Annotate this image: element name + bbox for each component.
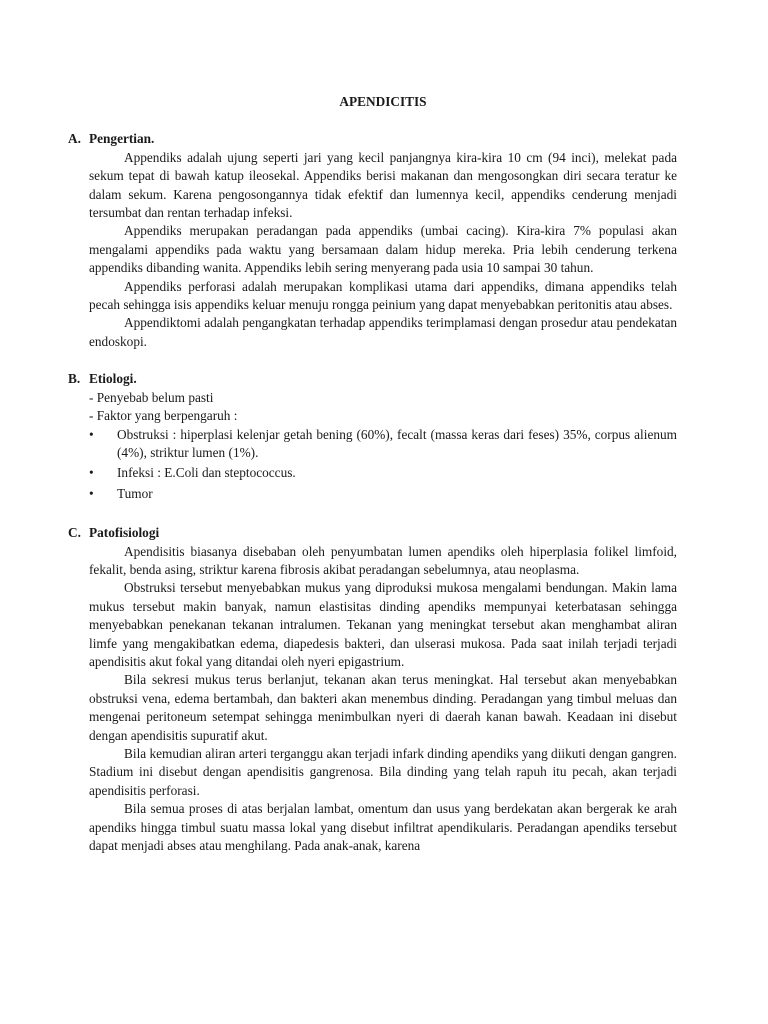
paragraph: Bila sekresi mukus terus berlanjut, tekanan akan terus meningkat. Hal tersebut akan menyebabkan obstruksi vena, edema bertambah, dan bakteri akan menembus dinding. Peradangan yang timbul meluas dan mengenai peritoneum setempat sehingga menimbulkan nyeri di daerah kanan bawah. Keadaan ini disebut dengan apendisitis supuratif akut. [89, 672, 677, 743]
bullet-list [89, 426, 677, 504]
section-heading [68, 130, 677, 148]
section-etiologi [68, 370, 677, 503]
section-letter: B. [68, 371, 81, 387]
list-item-text: Tumor [117, 485, 153, 501]
section-heading [68, 524, 677, 542]
bullet-icon: • [89, 426, 94, 442]
document-title: APENDICITIS [339, 94, 427, 109]
list-item-text: Infeksi : E.Coli dan steptococcus. [117, 465, 296, 481]
document-body [68, 93, 677, 855]
list-line: - Penyebab belum pasti [89, 389, 214, 405]
list-item [89, 485, 677, 503]
paragraph: Bila kemudian aliran arteri terganggu akan terjadi infark dinding apendiks yang diikuti dengan gangren. Stadium ini disebut dengan apendisitis gangrenosa. Bila dinding yang telah rapuh itu pecah, akan terjadi apendisitis perforasi. [89, 746, 677, 798]
paragraph: Appendiks perforasi adalah merupakan komplikasi utama dari appendiks, dimana appendiks telah pecah sehingga isis appendiks keluar menuju rongga peinium yang dapat menyebabkan peritonitis atau abses. [89, 278, 677, 313]
section-pengertian [68, 130, 677, 351]
paragraph: Apendisitis biasanya disebaban oleh penyumbatan lumen apendiks oleh hiperplasia folikel limfoid, fekalit, benda asing, striktur karena fibrosis akibat peradangan sebelumnya, atau neoplasma. [89, 543, 677, 577]
section-title: Pengertian. [89, 131, 155, 147]
paragraph: Appendiktomi adalah pengangkatan terhadap appendiks terimplamasi dengan prosedur atau pendekatan endoskopi. [89, 315, 677, 349]
bullet-icon: • [89, 465, 94, 481]
paragraph: Obstruksi tersebut menyebabkan mukus yang diproduksi mukosa mengalami bendungan. Makin lama mukus tersebut makin banyak, namun elastisitas dinding apendiks mempunyai keterbatasan sehingga menyebabkan penekanan tekanan intralumen. Tekanan yang meningkat tersebut akan menghambat aliran limfe yang mengakibatkan edema, diapedesis bakteri, dan ulserasi mukosa. Pada saat inilah terjadi terjadi apendisitis akut fokal yang ditandai oleh nyeri epigastrium. [89, 580, 677, 669]
list-item-text: Obstruksi : hiperplasi kelenjar getah bening (60%), fecalt (massa keras dari feses) 35%, corpus alienum (4%), striktur lumen (1%). [117, 426, 677, 460]
paragraph: Appendiks merupakan peradangan pada appendiks (umbai cacing). Kira-kira 7% populasi akan mengalami appendiks pada waktu yang bersamaan dalam hidup mereka. Pria lebih cenderung terkena appendiks dibanding wanita. Appendiks lebih sering menyerang pada usia 10 sampai 30 tahun. [89, 223, 677, 276]
paragraph: Appendiks adalah ujung seperti jari yang kecil panjangnya kira-kira 10 cm (94 inci), melekat pada sekum tepat di bawah katup ileosekal. Appendiks berisi makanan dan mengosongkan diri secara teratur ke dalam sekum. Karena pengosongannya tidak efektif dan lumennya kecil, appendiks cenderung menjadi tersumbat dan rentan terhadap infeksi. [89, 149, 677, 221]
section-letter: C. [68, 525, 81, 541]
list-line: - Faktor yang berpengaruh : [89, 408, 238, 424]
list-item [89, 464, 677, 482]
list-item [89, 426, 677, 463]
paragraph: Bila semua proses di atas berjalan lambat, omentum dan usus yang berdekatan akan bergerak ke arah apendiks hingga timbul suatu massa lokal yang disebut infiltrat apendikularis. Peradangan apendiks tersebut dapat menjadi abses atau menghilang. Pada anak-anak, karena [89, 801, 677, 854]
section-letter: A. [68, 131, 81, 147]
bullet-icon: • [89, 485, 94, 501]
section-title: Etiologi. [89, 371, 137, 387]
section-heading [68, 370, 677, 388]
section-title: Patofisiologi [89, 525, 160, 541]
section-patofisiologi [68, 524, 677, 855]
